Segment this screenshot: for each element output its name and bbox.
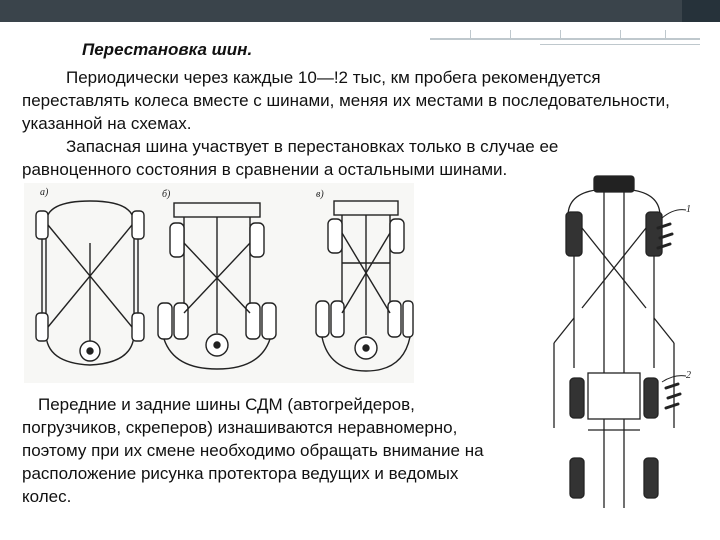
scheme-a-label: а) <box>40 187 49 198</box>
decor-tick <box>510 30 511 39</box>
machine-label-1: 1 <box>686 204 691 215</box>
paragraph-spare-tire: Запасная шина участвует в перестановках только в случае ее равноценного состояния в сравнении а остальными шинами. <box>22 137 559 179</box>
decor-tick <box>665 30 666 39</box>
paragraph-road-machines: Передние и задние шины СДМ (автогрейдеров, погрузчиков, скреперов) изнашиваются неравномерно, поэтому при их смене необходимо обращать внимание на расположение рисунка протектора ведущих и ведомых колес. <box>22 395 484 506</box>
decor-tick <box>470 30 471 39</box>
decor-tick <box>620 30 621 39</box>
decor-tick <box>560 30 561 39</box>
paragraph-rotation-interval: Периодически через каждые 10—!2 тыс, км пробега рекомендуется переставлять колеса вместе с шинами, меняя их местами в последовательности, указанной на схемах. <box>22 68 670 133</box>
scheme-b-label: б) <box>162 189 171 200</box>
machine-label-2: 2 <box>686 370 691 381</box>
road-machine-rotation-figure <box>548 168 708 534</box>
top-bar-accent <box>682 0 720 22</box>
top-bar <box>0 0 720 22</box>
slide-title: Перестановка шин. <box>82 40 253 59</box>
decor-rule-thin <box>540 44 700 45</box>
scheme-c-label: в) <box>316 189 324 200</box>
rotation-schemes-figure <box>24 183 414 383</box>
